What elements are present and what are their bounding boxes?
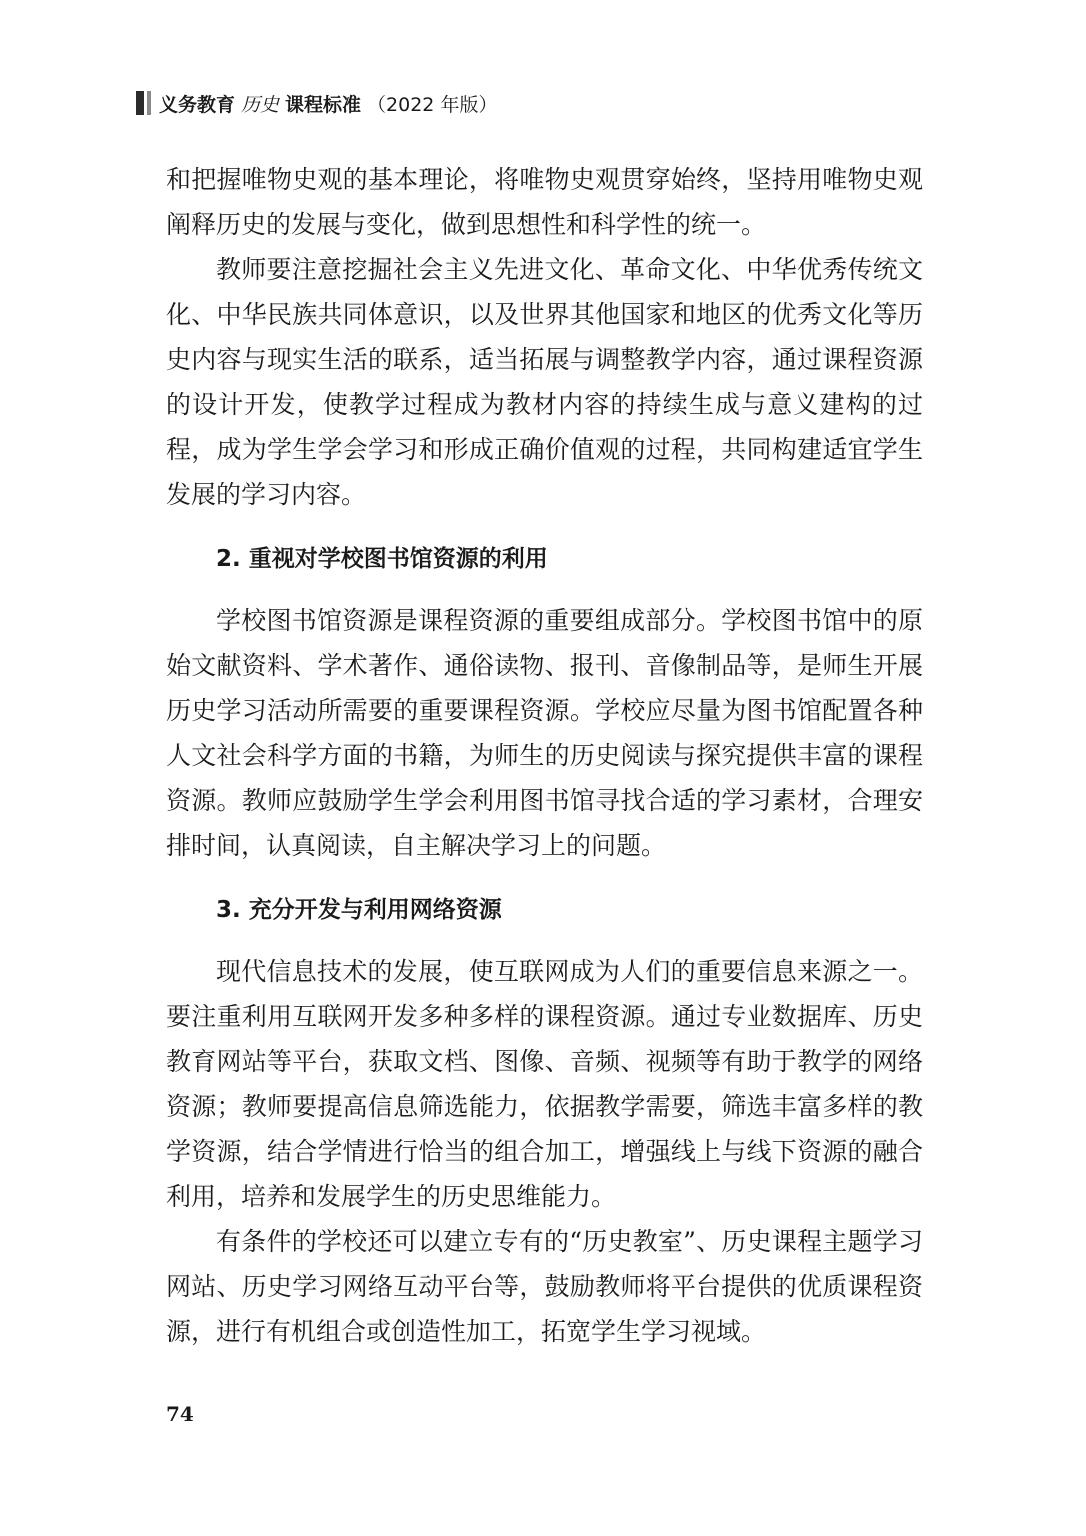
page-number: 74 — [166, 1402, 194, 1426]
section-heading-network: 3. 充分开发与利用网络资源 — [216, 897, 502, 923]
paragraph-teacher-culture: 教师要注意挖掘社会主义先进文化、革命文化、中华优秀传统文化、中华民族共同体意识，以及世界其他国家和地区的优秀文化等历史内容与现实生活的联系，适当拓展与调整教学内容，通过课程资源的设计开发，使教学过程成为教材内容的持续生成与意义建构的过程，成为学生学会学习和形成正确价值观的过程，共同构建适宜学生发展的学习内容。 — [166, 255, 923, 509]
paragraph-continued: 和把握唯物史观的基本理论，将唯物史观贯穿始终，坚持用唯物史观阐释历史的发展与变化，做到思想性和科学性的统一。 — [166, 165, 923, 239]
paragraph-network-resources: 现代信息技术的发展，使互联网成为人们的重要信息来源之一。要注重利用互联网开发多种多样的课程资源。通过专业数据库、历史教育网站等平台，获取文档、图像、音频、视频等有助于教学的网络资源；教师要提高信息筛选能力，依据教学需要，筛选丰富多样的教学资源，结合学情进行恰当的组合加工，增强线上与线下资源的融合利用，培养和发展学生的历史思维能力。 — [166, 957, 923, 1211]
page-body — [166, 157, 923, 1354]
header-subject: 历史 — [241, 93, 280, 116]
header-title-prefix: 义务教育 — [159, 93, 236, 116]
paragraph-library-resources: 学校图书馆资源是课程资源的重要组成部分。学校图书馆中的原始文献资料、学术著作、通俗读物、报刊、音像制品等，是师生开展历史学习活动所需要的重要课程资源。学校应尽量为图书馆配置各种人文社会科学方面的书籍，为师生的历史阅读与探究提供丰富的课程资源。教师应鼓励学生学会利用图书馆寻找合适的学习素材，合理安排时间，认真阅读，自主解决学习上的问题。 — [166, 606, 923, 860]
header-edition: （2022 年版） — [367, 93, 498, 116]
header-bars-ornament — [136, 91, 151, 115]
header-bar-light — [147, 91, 151, 115]
paragraph-history-classroom: 有条件的学校还可以建立专有的“历史教室”、历史课程主题学习网站、历史学习网络互动平台等，鼓励教师将平台提供的优质课程资源，进行有机组合或创造性加工，拓宽学生学习视域。 — [166, 1227, 923, 1346]
running-header — [136, 88, 497, 118]
header-title-suffix: 课程标准 — [285, 93, 362, 116]
header-bar-dark — [136, 91, 144, 115]
section-heading-library: 2. 重视对学校图书馆资源的利用 — [216, 546, 548, 572]
